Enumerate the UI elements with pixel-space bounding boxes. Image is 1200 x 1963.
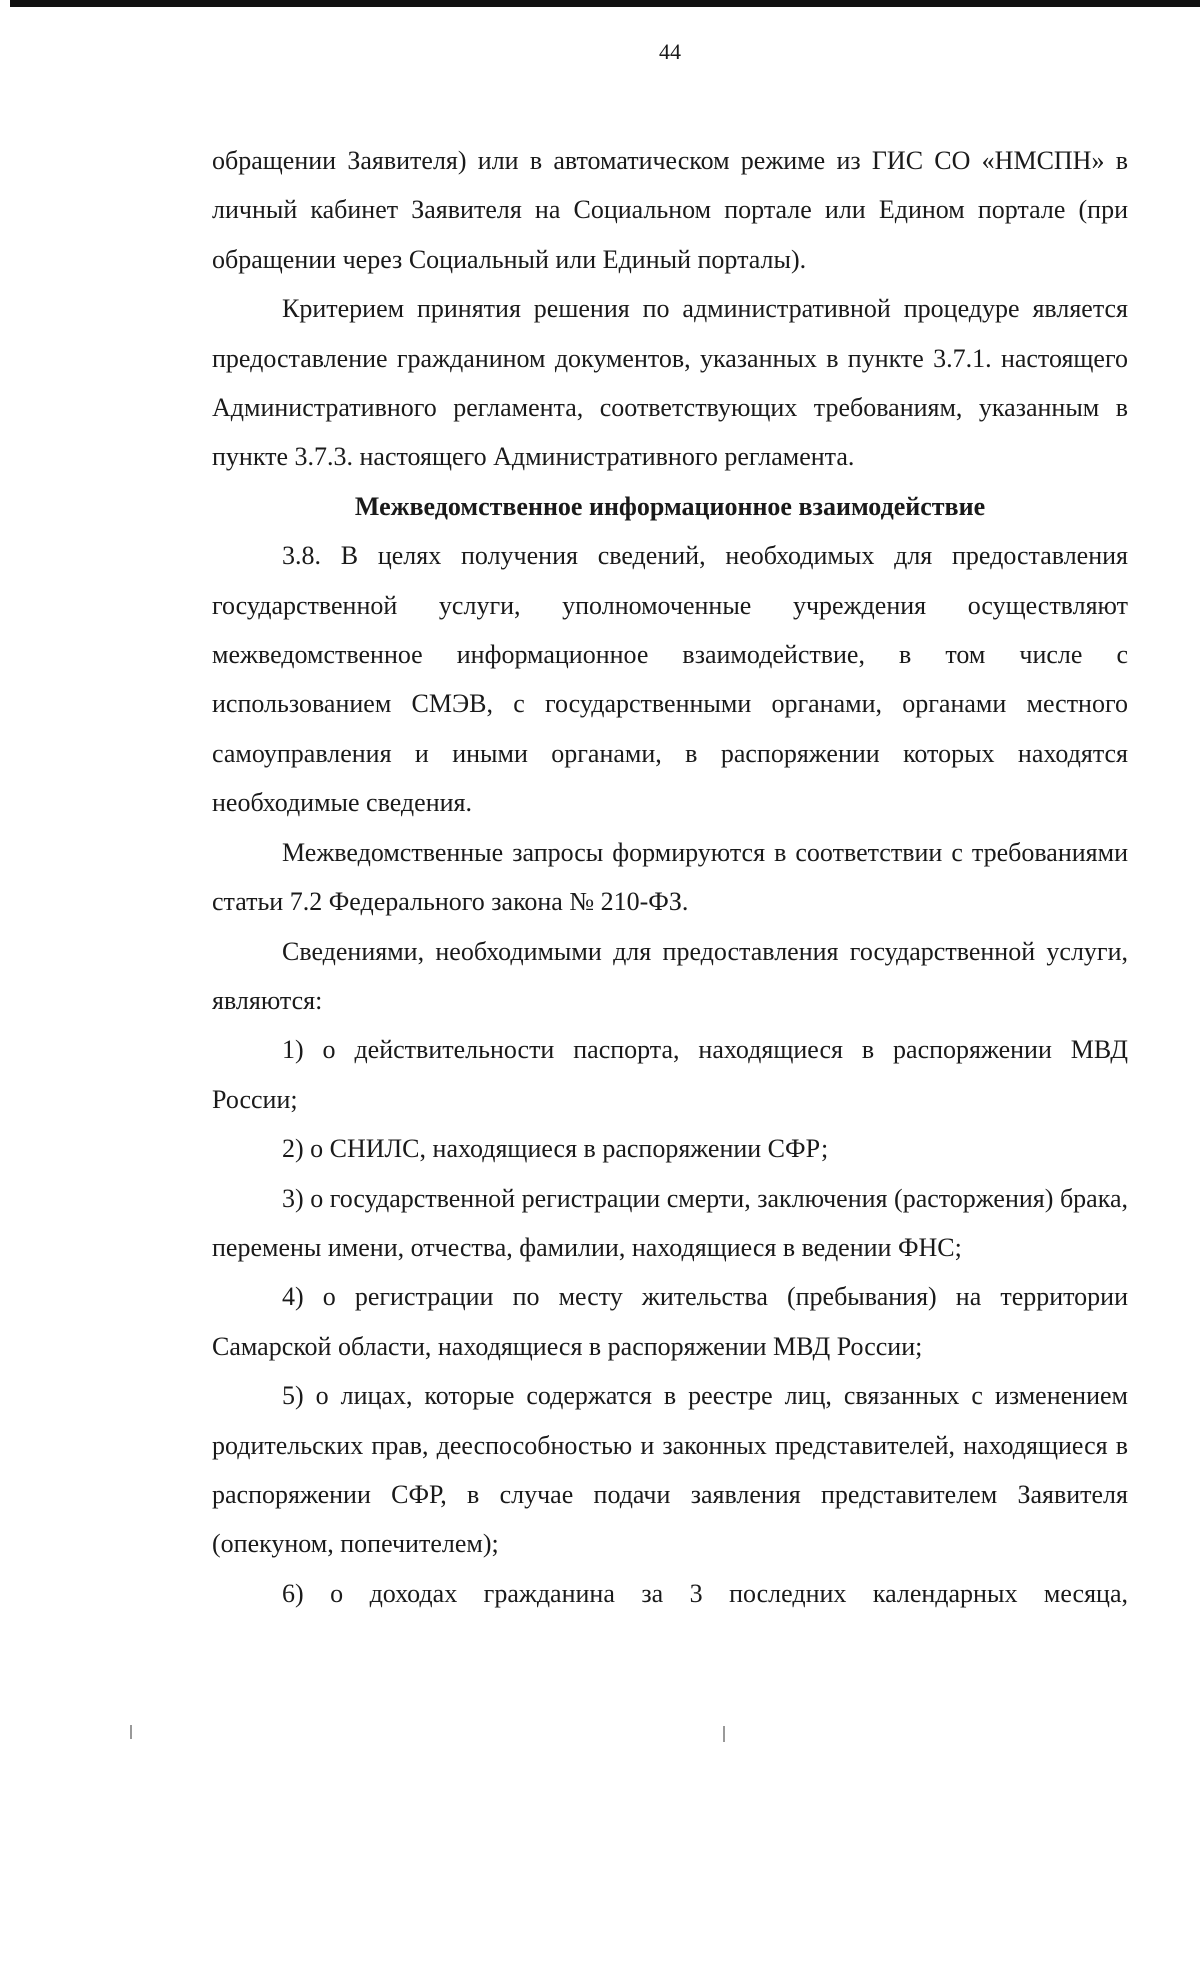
paragraph: Сведениями, необходимыми для предоставления государственной услуги, являются: (212, 936, 1128, 1015)
document-body (212, 136, 1128, 1618)
paragraph: Межведомственные запросы формируются в соответствии с требованиями статьи 7.2 Федерального закона № 210-ФЗ. (212, 837, 1128, 917)
list-item: 6) о доходах гражданина за 3 последних календарных месяца, (282, 1578, 1128, 1608)
paragraph: 3.8. В целях получения сведений, необходимых для предоставления государственной услуги, уполномоченные учреждения осуществляют межведомственное информационное взаимодействие, в том числе с использованием СМЭВ, с государственными органами, органами местного самоуправления и иными органами, в распоряжении которых находятся необходимые сведения. (212, 541, 1128, 818)
list-item: 3) о государственной регистрации смерти, заключения (расторжения) брака, перемены имени, отчества, фамилии, находящиеся в ведении ФНС; (212, 1183, 1128, 1262)
scan-artifact (723, 1726, 725, 1742)
section-heading: Межведомственное информационное взаимодействие (354, 491, 986, 521)
paragraph: Критерием принятия решения по административной процедуре является предоставление гражданином документов, указанных в пункте 3.7.1. настоящего Административного регламента, соответствующих требованиям, указанным в пункте 3.7.3. настоящего Административного регламента. (212, 294, 1128, 472)
page-number: 44 (659, 39, 681, 64)
list-item: 2) о СНИЛС, находящиеся в распоряжении СФР; (282, 1134, 829, 1164)
top-border-line (10, 0, 1200, 7)
list-item: 1) о действительности паспорта, находящиеся в распоряжении МВД России; (212, 1035, 1128, 1114)
paragraph: обращении Заявителя) или в автоматическом режиме из ГИС СО «НМСПН» в личный кабинет Заявителя на Социальном портале или Едином портале (при обращении через Социальный или Единый порталы). (212, 146, 1128, 274)
list-item: 4) о регистрации по месту жительства (пребывания) на территории Самарской области, находящиеся в распоряжении МВД России; (212, 1282, 1128, 1361)
list-item: 5) о лицах, которые содержатся в реестре лиц, связанных с изменением родительских прав, дееспособностью и законных представителей, находящиеся в распоряжении СФР, в случае подачи заявления представителем Заявителя (опекуном, попечителем); (212, 1381, 1128, 1559)
scan-artifact (130, 1725, 132, 1739)
